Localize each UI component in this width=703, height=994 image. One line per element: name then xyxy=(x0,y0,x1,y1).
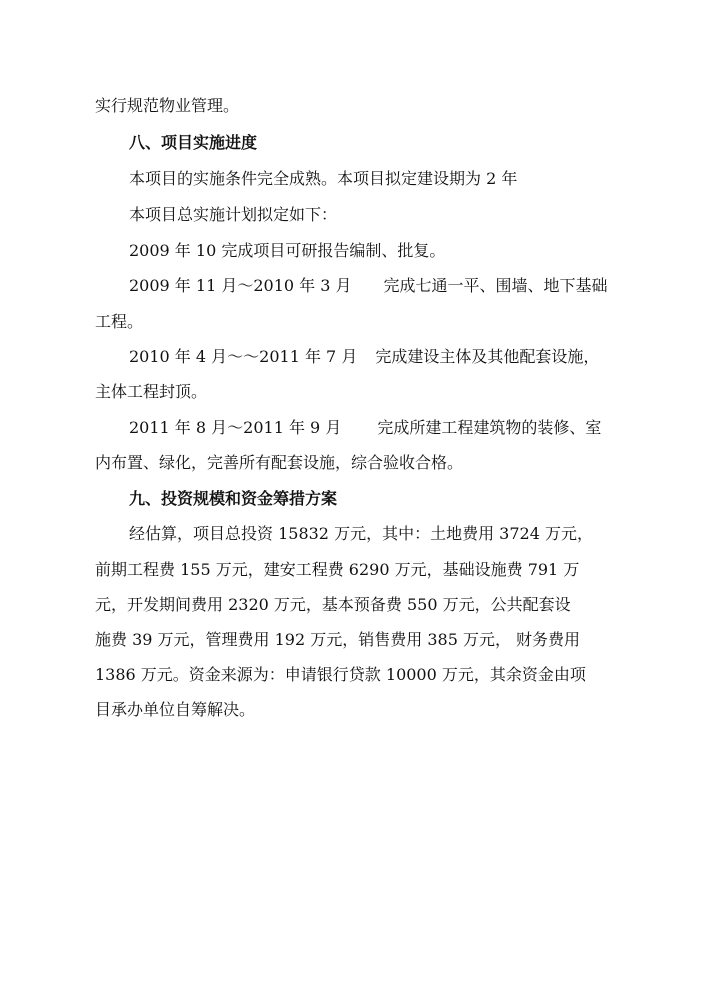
paragraph-line: 目承办单位自筹解决。 xyxy=(95,700,256,719)
paragraph-line: 本项目的实施条件完全成熟。本项目拟定建设期为 2 年 xyxy=(129,169,518,188)
schedule-task: 完成建设主体及其他配套设施， xyxy=(375,347,600,366)
section-heading-schedule: 八、项目实施进度 xyxy=(129,133,258,152)
paragraph-line: 工程。 xyxy=(95,312,144,331)
schedule-task: 完成七通一平、围墙、地下基础 xyxy=(383,276,608,295)
paragraph-line: 施费 39 万元，管理费用 192 万元，销售费用 385 万元， 财务费用 xyxy=(95,630,581,649)
paragraph-line: 实行规范物业管理。 xyxy=(95,96,240,115)
schedule-item-2009-10: 2009 年 10 完成项目可研报告编制、批复。 xyxy=(129,241,446,260)
paragraph-line: 本项目总实施计划拟定如下： xyxy=(129,205,338,224)
paragraph-line: 前期工程费 155 万元，建安工程费 6290 万元，基础设施费 791 万 xyxy=(95,560,580,579)
schedule-task: 完成所建工程建筑物的装修、室 xyxy=(377,418,602,437)
paragraph-line: 内布置、绿化，完善所有配套设施，综合验收合格。 xyxy=(95,453,464,472)
schedule-date-range: 2009 年 11 月～2010 年 3 月 xyxy=(129,276,352,295)
paragraph-line: 主体工程封顶。 xyxy=(95,382,208,401)
paragraph-line: 经估算，项目总投资 15832 万元，其中：土地费用 3724 万元， xyxy=(129,524,593,543)
schedule-date-range: 2011 年 8 月～2011 年 9 月 xyxy=(129,418,342,437)
schedule-item-2011-08 xyxy=(129,418,601,438)
paragraph-line: 元，开发期间费用 2320 万元，基本预备费 550 万元，公共配套设 xyxy=(95,595,571,614)
paragraph-line: 1386 万元。资金来源为：申请银行贷款 10000 万元，其余资金由项 xyxy=(95,665,586,684)
schedule-date-range: 2010 年 4 月～～2011 年 7 月 xyxy=(129,347,358,366)
schedule-item-2010-04 xyxy=(129,347,599,367)
schedule-item-2009-11 xyxy=(129,276,608,296)
section-heading-investment: 九、投资规模和资金筹措方案 xyxy=(129,489,338,508)
